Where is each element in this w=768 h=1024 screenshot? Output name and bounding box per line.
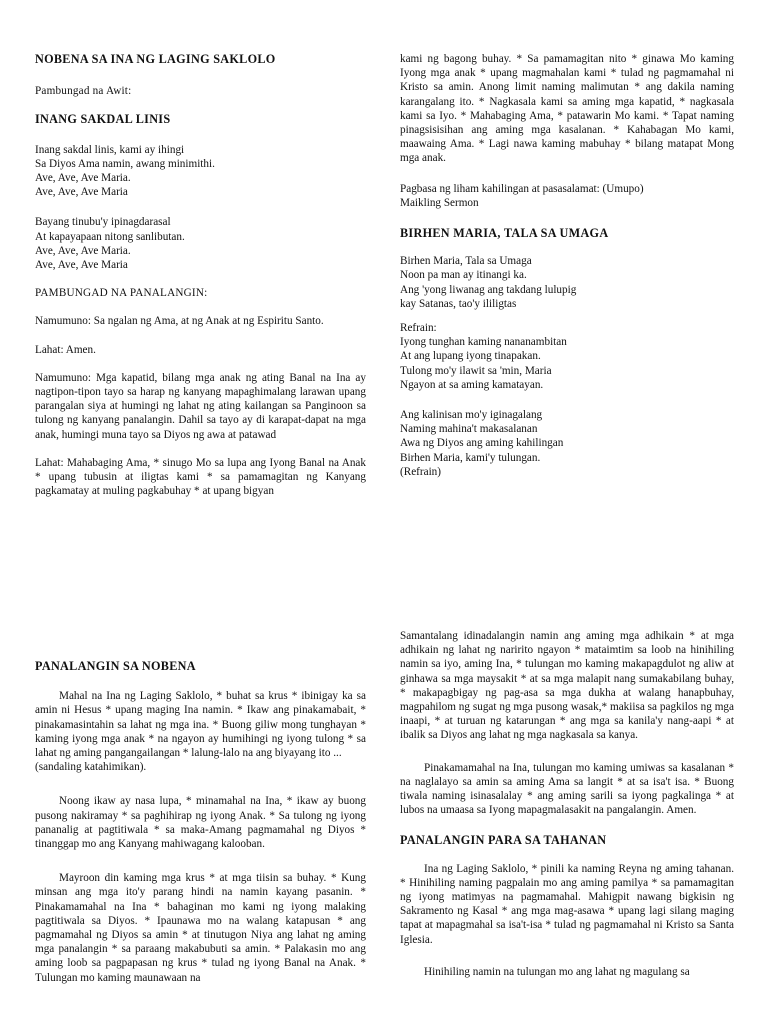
- home-prayer-paragraph-2: Hinihiling namin na tulungan mo ang lahat ng magulang sa: [424, 965, 690, 978]
- song-title-inang-sakdal-linis: INANG SAKDAL LINIS: [35, 112, 171, 127]
- opening-song-label: Pambungad na Awit:: [35, 85, 132, 98]
- letters-and-sermon: Pagbasa ng liham kahilingan at pasasalamat: (Umupo) Maikling Sermon: [400, 182, 644, 209]
- song-verse-1: Inang sakdal linis, kami ay ihingi Sa Diyos Ama namin, awang minimithi. Ave, Ave, Ave Maria. Ave, Ave, Ave Maria: [35, 143, 215, 199]
- song-refrain: Refrain: Iyong tunghan kaming nananambitan At ang lupang iyong tinapakan. Tulong mo'y ilawit sa 'min, Maria Ngayon at sa aming kamatayan.: [400, 322, 567, 391]
- song-verse-birhen-2: Ang kalinisan mo'y iginagalang Naming mahina't makasalanan Awa ng Diyos ang aming kahilingan Birhen Maria, kami'y tulungan. (Refrain): [400, 409, 564, 478]
- all-response-1: Lahat: Amen.: [35, 343, 96, 356]
- prayer-continuation: kami ng bagong buhay. * Sa pamamagitan nito * ginawa Mo kaming Iyong mga anak * upang magmahalan kami * tulad ng pagmamahal ni Kristo sa amin. Anong limit naming malimutan * ang dakila naming karangalang ito. * Nagkasala kami sa aming mga kapatid, * nagkasala kami sa Iyo. * Mahabaging Ama, * patawarin Mo kami. * Tapat naming pinagsisisihan ang aming mga kasalanan. * Kahabagan Mo kami, maawaing Ama. * Lagi nawa kaming mabuhay * bilang matapat Mong mga anak.: [400, 53, 734, 165]
- column-top-left: [35, 52, 366, 498]
- column-bottom-left: [35, 659, 366, 985]
- column-top-right: [400, 52, 734, 479]
- avoid-sin-paragraph: Pinakamamahal na Ina, tulungan mo kaming umiwas sa kasalanan * na naglalayo sa amin sa aming Ama sa langit * at sa isa't isa. * Buong tiwala naming isinasalalay * ang aming sarili sa iyong pagkalinga * at lubos na umaasa sa Iyong mapagmalasakit na pangalangin. Amen.: [400, 761, 734, 817]
- intentions-paragraph: Samantalang idinadalangin namin ang aming mga adhikain * at mga adhikain ng lahat ng naririto ngayon * mataimtim sa loob na hinihiling namin sa iyo, aming Ina, * tulungan mo kaming makapagdulot ng aliw at ginhawa sa mga maysakit * at sa mga malapit nang sumakabilang buhay, * makapagbigay ng pag-asa sa mga dukha at walang hanapbuhay, magpahilom ng sugat ng mga pusong wasak,* makiisa sa pagkilos ng mga inaapi, * at turuan ng katarungan * ang mga sa kanila'y nang-aapi * at ibalik sa Diyos ang lahat ng mga nagkasala sa kanya.: [400, 630, 734, 742]
- song-verse-2: Bayang tinubu'y ipinagdarasal At kapayapaan nitong sanlibutan. Ave, Ave, Ave Maria. Ave, Ave, Ave Maria: [35, 216, 185, 272]
- column-bottom-right: [400, 629, 734, 979]
- leader-line-1: Namumuno: Sa ngalan ng Ama, at ng Anak at ng Espiritu Santo.: [35, 315, 324, 328]
- home-prayer-title: PANALANGIN PARA SA TAHANAN: [400, 833, 607, 848]
- opening-prayer-heading: PAMBUNGAD NA PANALANGIN:: [35, 287, 208, 300]
- silence-note: (sandaling katahimikan).: [35, 761, 147, 774]
- novena-paragraph-3: Mayroon din kaming mga krus * at mga tiisin sa buhay. * Kung minsan ang mga ito'y parang hindi na namin kayang pasanin. * Pinakamamahal na Ina * bahaginan mo kami ng iyong malaking pagtitiwala sa Diyos. * Ipaunawa mo na walang katapusan * ang pagmamahal ng Diyos sa amin * at tinutugon Niya ang lahat ng aming mga panalangin * sa paraang makabubuti sa amin. * Palakasin mo ang aming loob sa pagpapasan ng krus * tulad ng iyong Banal na Anak. * Tulungan mo kaming maunawaan na: [35, 872, 366, 984]
- song-verse-birhen-1: Birhen Maria, Tala sa Umaga Noon pa man ay itinangi ka. Ang 'yong liwanag ang takdang lulupig kay Satanas, tao'y ililigtas: [400, 255, 577, 310]
- page-title: NOBENA SA INA NG LAGING SAKLOLO: [35, 52, 276, 66]
- novena-prayer-title: PANALANGIN SA NOBENA: [35, 659, 196, 673]
- home-prayer-paragraph-1: Ina ng Laging Saklolo, * pinili ka naming Reyna ng aming tahanan. * Hinihiling naming pagpalain mo ang aming pamilya * sa pamamagitan ng iyong matimyas na pagmamahal. Mahigpit nawang bigkisin ng Sakramento ng Kasal * ang mga mag-asawa * upang lagi silang maging tapat at mapagmahal sa isa't-isa * tulad ng pagmamahal ni Kristo sa Santa Iglesia.: [400, 862, 734, 946]
- novena-paragraph-1: Mahal na Ina ng Laging Saklolo, * buhat sa krus * ibinigay ka sa amin ni Hesus * upang maging Ina namin. * Ikaw ang pinakamabait, * pinakamasintahin sa lahat ng mga ina. * Buong giliw mong tunghayan * kaming iyong mga anak * na ngayon ay humihingi ng iyong tulong * sa lahat ng aming pangangailangan * lalung-lalo na ang biyayang ito ...: [35, 690, 366, 760]
- song-title-birhen-maria: BIRHEN MARIA, TALA SA UMAGA: [400, 226, 609, 241]
- leader-line-2: Namumuno: Mga kapatid, bilang mga anak ng ating Banal na Ina ay nagtipon-tipon tayo sa harap ng kanyang mapaghimalang larawan upang parangalan siya at humingi ng lahat ng ating kailangan sa Panginoon sa tulong ng kanyang panalangin. Dahil sa tayo ay di karapat-dapat na mga anak, humingi muna tayo sa Diyos ng awa at patawad: [35, 371, 366, 441]
- novena-paragraph-2: Noong ikaw ay nasa lupa, * minamahal na Ina, * ikaw ay buong pusong nakiramay * sa paghihirap ng iyong Anak. * Sa tulong ng iyong pananalig at pagtitiwala * sa maka-Amang pagmamahal ng Diyos * tinanggap mo ang Kanyang mahiwagang kalooban.: [35, 795, 366, 851]
- all-response-2: Lahat: Mahabaging Ama, * sinugo Mo sa lupa ang Iyong Banal na Anak * upang tubusin at iligtas kami * sa pamamagitan ng Kanyang pagkamatay at muling pagkabuhay * at upang bigyan: [35, 456, 366, 498]
